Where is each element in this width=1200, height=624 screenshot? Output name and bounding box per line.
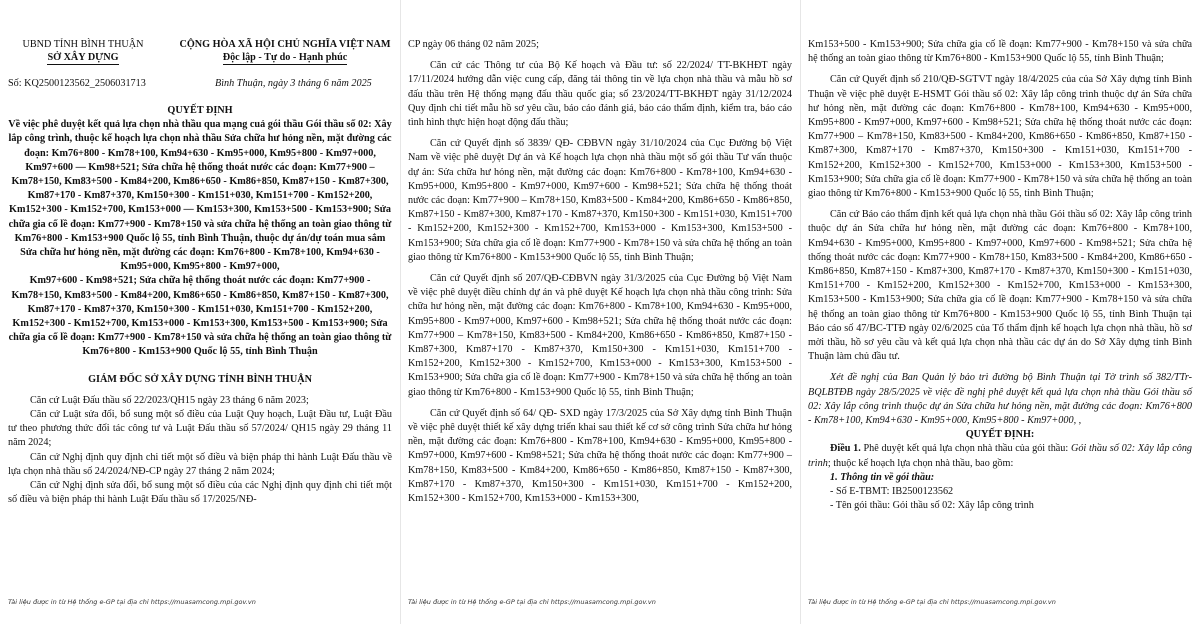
department-name: SỞ XÂY DỰNG [47,52,119,63]
page-2-body [408,38,792,506]
director-title: GIÁM ĐỐC SỞ XÂY DỰNG TỈNH BÌNH THUẬN [88,373,312,385]
page-3-footer: Tài liệu được in từ Hệ thống e-GP tại địa chỉ https://muasamcong.mpi.gov.vn [808,598,1056,606]
legal-basis-1: Căn cứ Luật Đấu thầu số 22/2023/QH15 ngày 23 tháng 6 năm 2023; [30,394,309,406]
decision-207-basis: Căn cứ Quyết định số 207/QĐ-CĐBVN ngày 31/3/2025 của Cục Đường bộ Việt Nam về việc phê duyệt điều chỉnh dự án và phê duyệt Kế hoạch lựa chọn nhà thầu công trình: Sửa chữa hư hỏng nền, mặt đường các đoạn: Km76+800 - Km78+100, Km94+630 - Km95+000, Km95+800 - Km97+000, Km97+600 - Km98+521; Sửa chữa hệ thống thoát nước các đoạn: Km77+900 – Km78+150, Km83+500 - Km84+200, Km86+650 - Km86+850, Km87+150 - Km87+300, Km87+170 - Km87+370, Km150+300 - Km151+030, Km151+700 - Km152+200, Km152+300 - Km152+700, Km153+000 - Km153+300, Km153+500 - Km153+900; Sửa chữa gia cố lề đoạn: Km77+900 - Km78+150 và sửa chữa hệ thống an toàn giao thông từ Km76+800 - Km153+900 Quốc lộ 55, tỉnh Bình Thuận; [408,273,792,398]
decision-heading: QUYẾT ĐỊNH: [965,429,1035,441]
page-3-body [808,38,1192,514]
document-page-3 [800,0,1200,624]
page-1-footer: Tài liệu được in từ Hệ thống e-GP tại địa chỉ https://muasamcong.mpi.gov.vn [8,598,256,606]
decision-64-basis: Căn cứ Quyết định số 64/ QĐ- SXD ngày 17/3/2025 của Sở Xây dựng tỉnh Bình Thuận về việc phê duyệt thiết kế xây dựng triển khai sau thiết kế cơ sở công trình Sửa chữa hư hỏng nền, mặt đường các đoạn: Km76+800 - Km78+100, Km94+630 - Km95+000, Km95+800 - Km97+000, Km97+600 - Km98+521; Sửa chữa hệ thống thoát nước các đoạn: Km77+900 – Km78+150, Km83+500 - Km84+200, Km86+650 - Km86+850, Km87+150 - Km87+300, Km87+170 - Km87+370, Km150+300 - Km151+030, Km151+700 - Km152+200, Km152+300 - Km152+700, Km153+000 - Km153+300, [408,407,792,505]
page-2-footer: Tài liệu được in từ Hệ thống e-GP tại địa chỉ https://muasamcong.mpi.gov.vn [408,598,656,606]
article-1 [808,442,1192,470]
decision-64-continued: Km153+500 - Km153+900; Sửa chữa gia cố lề đoạn: Km77+900 - Km78+150 và sửa chữa hệ thống an toàn giao thông từ Km76+800 - Km153+900 Quốc lộ 55, tỉnh Bình Thuận; [808,39,1192,65]
appraisal-report-basis: Căn cứ Báo cáo thẩm định kết quả lựa chọn nhà thầu Gói thầu số 02: Xây lắp công trình thuộc dự án Sửa chữa hư hỏng nền, mặt đường các đoạn: Km76+800 - Km78+100, Km94+630 - Km95+000, Km95+800 - Km97+000, Km97+600 - Km98+521; Sửa chữa hệ thống thoát nước các đoạn: Km77+900 - Km78+150, Km83+500 - Km84+200, Km86+650 - Km86+850, Km87+150 - Km87+300, Km87+170 - Km87+370, Km150+300 - Km151+030, Km151+700 - Km152+200, Km152+300 - Km152+700, Km153+000 - Km153+300, Km153+500 - Km153+900; Sửa chữa gia cố lề đoạn: Km77+900 - Km78+150 và sửa chữa hệ thống an toàn giao thông từ Km76+800 - Km153+900 Quốc lộ 55, tỉnh Bình Thuận tại Báo cáo số 47/BC-TTĐ ngày 02/6/2025 của Tổ thẩm định kế hoạch lựa chọn nhà thầu, hồ sơ mời thầu, hồ sơ yêu cầu và kết quả lựa chọn nhà thầu các dự án do Sở Xây dựng tỉnh Bình Thuận làm chủ đầu tư. [808,209,1192,363]
page-1-body [8,104,392,507]
legal-basis-4: Căn cứ Nghị định sửa đổi, bổ sung một số điều của các Nghị định quy định chi tiết một số điều và biện pháp thi hành Luật Đấu thầu số 17/2025/NĐ- [8,480,392,506]
agency-name: UBND TỈNH BÌNH THUẬN [22,39,144,50]
document-date: Bình Thuận, ngày 3 tháng 6 năm 2025 [215,78,372,89]
decision-subject-continued: Km97+600 - Km98+521; Sửa chữa hệ thống thoát nước các đoạn: Km77+900 - Km78+150, Km83+500 - Km84+200, Km86+650 - Km86+850, Km87+150 - Km87+300, Km87+170 - Km87+370, Km150+300 - Km151+030, Km151+700 - Km152+200, Km152+300 - Km152+700, Km153+000 - Km153+300, Km153+500 - Km153+900; Sửa chữa gia cố lề đoạn: Km77+900 - Km78+150 và sửa chữa hệ thống an toàn giao thông từ Km76+800 - Km153+900 Quốc lộ 55, tỉnh Bình Thuận [8,275,392,358]
republic-name: CỘNG HÒA XÃ HỘI CHỦ NGHĨA VIỆT NAM [179,39,391,50]
national-motto: Độc lập - Tự do - Hạnh phúc [222,52,348,63]
document-page-2 [400,0,800,624]
decision-subject: Về việc phê duyệt kết quả lựa chọn nhà thầu qua mạng cuả gói thầu Gói thầu số 02: Xây lắp công trình, thuộc kế hoạch lựa chọn nhà thầu Sửa chữa hư hỏng nền, mặt đường các đoạn: Km76+800 - Km78+100, Km94+630 - Km95+000, Km95+800 - Km97+000, Km97+600 — Km98+521; Sửa chữa hệ thống thoát nước các đoạn: Km77+900 – Km78+150, Km83+500 - Km84+200, Km86+650 - Km86+850, Km87+150 - Km87+300, Km87+170 - Km87+370, Km150+300 - Km151+030, Km151+700 - Km152+200, Km152+300 - Km152+700, Km153+000 — Km153+300, Km153+500 - Km153+900; Sửa chữa gia cố lề đoạn: Km77+900 - Km78+150 và sửa chữa hệ thống an toàn giao thông từ Km76+800 - Km153+900 Quốc lộ 55, tỉnh Bình Thuận, thuộc dự án/dự toán mua sắm Sửa chữa hư hỏng nền, mặt đường các đoạn: Km76+800 - Km78+100, Km94+630 - Km95+000, Km95+800 - Km97+000, [8,119,392,273]
document-number: Số: KQ2500123562_2506031713 [8,78,146,89]
tbmt-number: - Số E-TBMT: IB2500123562 [830,486,954,498]
legal-basis-continued: CP ngày 06 tháng 02 năm 2025; [408,39,539,50]
document-page-1 [0,0,400,624]
package-name: Gói thầu số 02: Xây lắp công trình [808,443,1193,469]
package-info-heading: 1. Thông tin về gói thầu: [830,471,935,483]
decision-title: QUYẾT ĐỊNH [167,105,233,116]
national-title [178,38,392,65]
legal-basis-2: Căn cứ Luật sửa đổi, bổ sung một số điều của Luật Quy hoạch, Luật Đầu tư, Luật Đầu tư theo phương thức đối tác công tư và Luật Đấu thầu số 57/2024/ QH15 ngày 29 tháng 11 năm 2024; [8,409,392,449]
package-title: - Tên gói thầu: Gói thầu số 02: Xây lắp công trình [830,500,1034,512]
article-1-text: Phê duyệt kết quả lựa chọn nhà thầu của gói thầu: [860,443,1071,455]
decision-3839-basis: Căn cứ Quyết định số 3839/ QĐ- CĐBVN ngày 31/10/2024 của Cục Đường bộ Việt Nam về việc phê duyệt Dự án và Kế hoạch lựa chọn nhà thầu một số gói thầu Tư vấn thuộc dự án: Sửa chữa hư hỏng nền, mặt đường các đoạn: Km76+800 - Km78+100, Km94+630 - Km95+000, Km95+800 - Km97+000, Km97+600 - Km98+521; Sửa chữa hệ thống thoát nước các đoạn: Km77+900 – Km78+150, Km83+500 - Km84+200, Km86+650 - Km86+850, Km87+150 - Km87+300, Km87+170 - Km87+370, Km150+300 - Km151+030, Km151+700 - Km152+200, Km152+300 - Km152+700, Km153+000 - Km153+300, Km153+500 - Km153+900; Sửa chữa gia cố lề đoạn: Km77+900 - Km78+150 và sửa chữa hệ thống an toàn giao thông từ Km76+800 - Km153+900 Quốc lộ 55, tỉnh Bình Thuận; [408,138,792,263]
circulars-basis: Căn cứ các Thông tư của Bộ Kế hoạch và Đầu tư: số 22/2024/ TT-BKHĐT ngày 17/11/2024 hướng dẫn việc cung cấp, đăng tải thông tin về lựa chọn nhà thầu và mẫu hồ sơ đấu thầu trên Hệ thống mạng đấu thầu quốc gia; số 23/2024/TT-BKHĐT ngày 31/12/2024 Quy định chi tiết mẫu hồ sơ yêu cầu, báo cáo đánh giá, báo cáo thẩm định, kiểm tra, báo cáo tình hình thực hiện hoạt động đấu thầu; [408,60,792,129]
proposal-consideration: Xét đề nghị của Ban Quản lý bảo trì đường bộ Bình Thuận tại Tờ trình số 382/TTr- BQLBTĐB ngày 28/5/2025 về việc đề nghị phê duyệt kết quả lựa chọn nhà thầu Gói thầu số 02: Xây lắp công trình thuộc dự án Sửa chữa hư hỏng nền, mặt đường các đoạn: Km76+800 - Km78+100, Km94+630 - Km95+000, Km95+800 - Km97+000, , [808,372,1192,427]
issuing-agency [8,38,158,65]
article-1-tail: ; thuộc kế hoạch lựa chọn nhà thầu, bao gồm: [827,457,1014,469]
decision-210-basis: Căn cứ Quyết định số 210/QĐ-SGTVT ngày 18/4/2025 của của Sở Xây dựng tỉnh Bình Thuận về việc phê duyệt E-HSMT Gói thầu số 02: Xây lắp công trình thuộc dự án Sửa chữa hư hỏng nền, mặt đường các đoạn: Km76+800 - Km78+100, Km94+630 - Km95+000, Km95+800 - Km97+000, Km97+600 - Km98+521; Sửa chữa hệ thống thoát nước các đoạn: Km77+900 – Km78+150, Km83+500 - Km84+200, Km86+650 - Km86+850, Km87+150 - Km87+300, Km87+170 - Km87+370, Km150+300 - Km151+030, Km151+700 - Km152+200, Km152+300 - Km152+700, Km153+000 - Km153+300, Km153+500 - Km153+900; Sửa chữa gia cố lề đoạn: Km77+900 - Km78+150 và sửa chữa hệ thống an toàn giao thông từ Km76+800 - Km153+900 Quốc lộ 55, tỉnh Bình Thuận; [808,74,1192,200]
article-1-label: Điều 1. [830,443,861,455]
legal-basis-3: Căn cứ Nghị định quy định chi tiết một số điều và biện pháp thi hành Luật Đấu thầu về lựa chọn nhà thầu số 24/2024/NĐ-CP ngày 27 tháng 2 năm 2024; [8,451,392,477]
